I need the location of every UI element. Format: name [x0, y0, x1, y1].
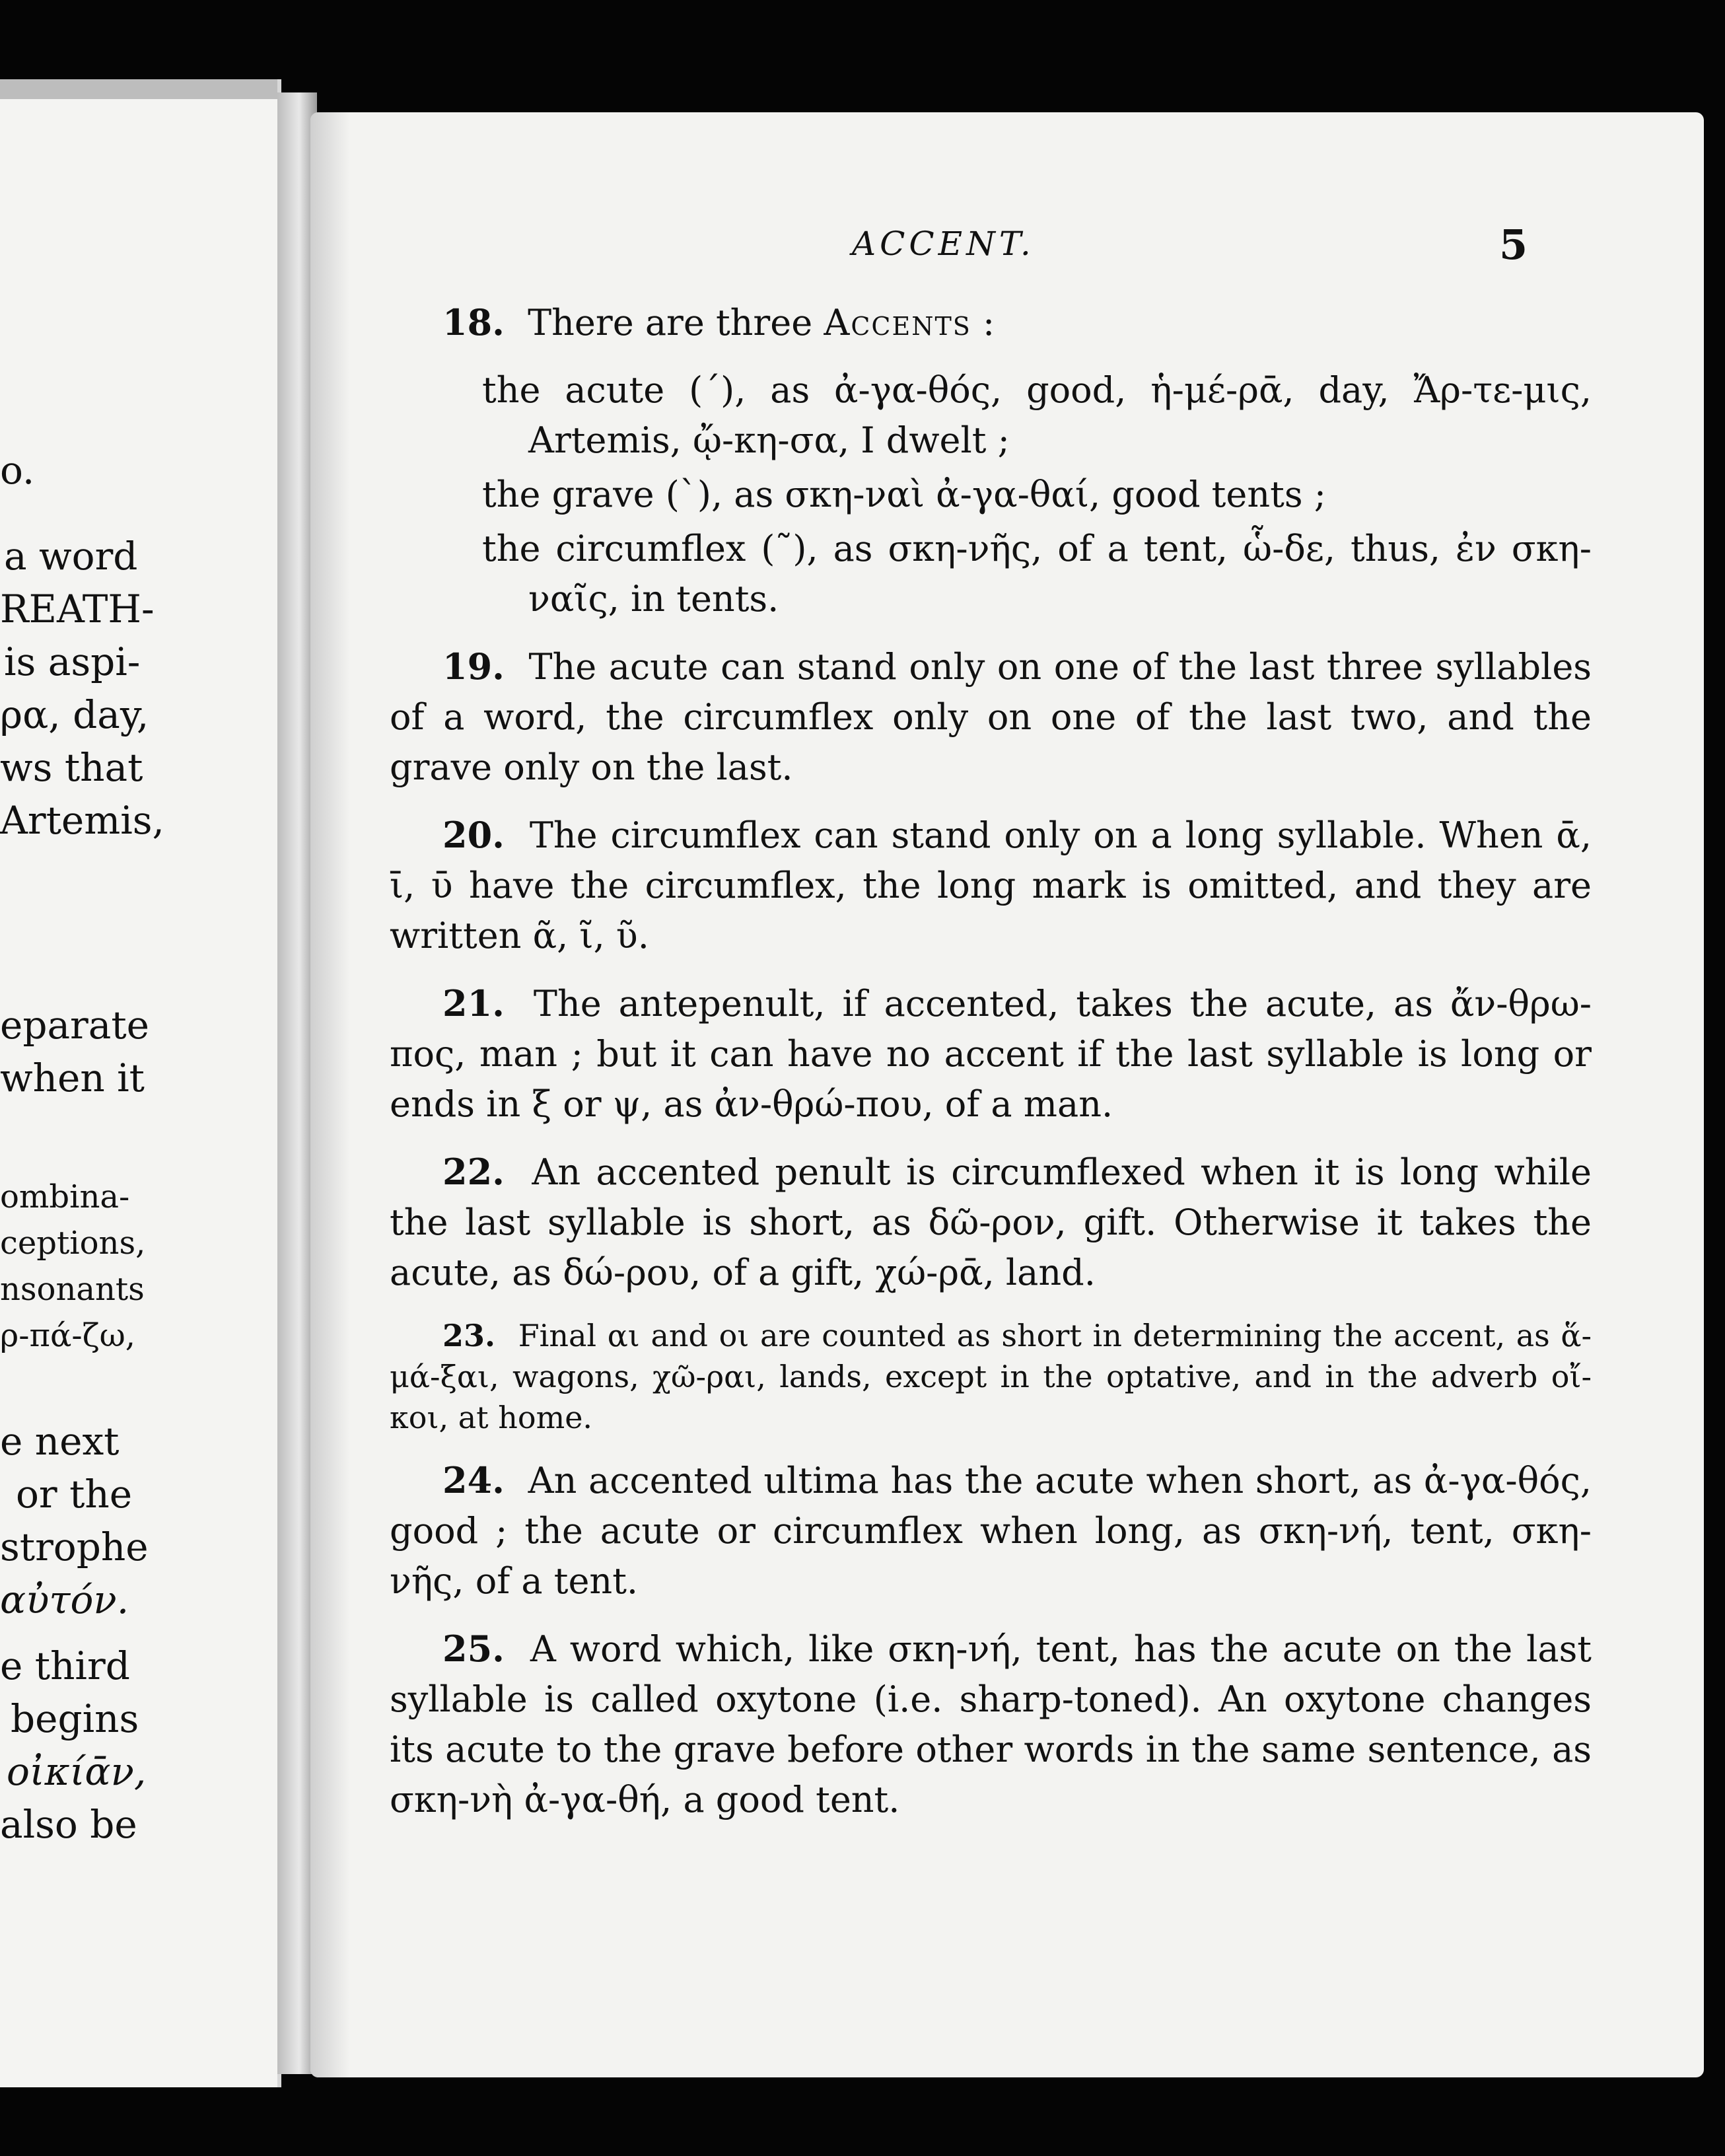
- section-number: 19.: [442, 645, 505, 688]
- left-line: when it: [0, 1056, 145, 1100]
- section-22: [390, 1147, 1592, 1298]
- left-line: strophe: [0, 1525, 149, 1569]
- running-head: ACCENT.: [852, 225, 1035, 263]
- accents-term: Accents: [824, 302, 971, 343]
- section-25: [390, 1624, 1592, 1825]
- circumflex-entry: the circumflex (῀), as σκη-νῆς, of a tent, ὧ-δε, thus, ἐν σκη-ναῖς, in tents.: [482, 528, 1592, 620]
- section-number: 20.: [442, 814, 505, 856]
- left-line: a word: [4, 534, 138, 579]
- page-body: [390, 297, 1592, 1842]
- section-number: 21.: [442, 982, 505, 1024]
- left-line: o.: [0, 448, 35, 493]
- section-19: [390, 641, 1592, 793]
- left-line: e next: [0, 1419, 120, 1464]
- section-18-colon: :: [983, 302, 995, 343]
- section-18-intro: There are three: [528, 302, 813, 343]
- binding-strip: [0, 79, 277, 99]
- section-number: 22.: [442, 1151, 505, 1193]
- left-line: begins: [11, 1696, 139, 1741]
- left-line: e third: [0, 1643, 130, 1688]
- acute-entry: the acute (´), as ἀ-γα-θός, good, ἡ-μέ-ρᾱ, day, Ἄρ-τε-μις, Artemis, ᾤ-κη-σα, I dwelt ;: [482, 369, 1592, 461]
- left-line: eparate: [0, 1003, 149, 1048]
- left-line: REATH-: [0, 587, 155, 631]
- section-text: The antepenult, if accented, takes the acute, as ἄν-θρω-πος, man ; but it can have no accent if the last syllable is long or ends in ξ or ψ, as ἀν-θρώ-που, of a man.: [390, 983, 1592, 1125]
- section-number: 18.: [442, 301, 505, 343]
- grave-entry: the grave (`), as σκη-ναὶ ἀ-γα-θαί, good tents ;: [482, 474, 1326, 515]
- left-line: αὐτόν.: [0, 1577, 129, 1622]
- section-21: [390, 978, 1592, 1130]
- page-header: [310, 221, 1704, 277]
- page-number: 5: [1499, 221, 1528, 269]
- left-line: nsonants: [0, 1271, 145, 1308]
- section-number: 24.: [442, 1459, 505, 1501]
- section-number: 23.: [442, 1318, 496, 1353]
- section-18: [390, 297, 1592, 348]
- facing-page: [0, 79, 281, 2087]
- left-line: is aspi-: [4, 639, 141, 684]
- left-line: also be: [0, 1802, 137, 1847]
- section-text: The acute can stand only on one of the last three syllables of a word, the circumflex only on one of the last two, and the grave only on the last.: [390, 646, 1592, 788]
- section-text: An accented ultima has the acute when short, as ἀ-γα-θός, good ; the acute or circumflex when long, as σκη-νή, tent, σκη-νῆς, of a tent.: [390, 1460, 1592, 1602]
- section-text: An accented penult is circumflexed when it is long while the last syllable is short, as δῶ-ρον, gift. Otherwise it takes the acute, as δώ-ρου, of a gift, χώ-ρᾱ, land.: [390, 1151, 1592, 1293]
- section-number: 25.: [442, 1628, 505, 1670]
- section-text: A word which, like σκη-νή, tent, has the acute on the last syllable is called oxytone (i.e. sharp-toned). An oxytone changes its acute to the grave before other words in the same sentence, as σκη-νὴ ἀ-γα-θή, a good tent.: [390, 1628, 1592, 1820]
- section-text: Final αι and οι are counted as short in determining the accent, as ἅ-μά-ξαι, wagons, χῶ-ραι, lands, except in the optative, and in the adverb οἴ-κοι, at home.: [390, 1318, 1592, 1435]
- left-line: ceptions,: [0, 1225, 146, 1262]
- section-24: [390, 1455, 1592, 1606]
- left-line: Artemis,: [0, 798, 164, 843]
- section-20: [390, 810, 1592, 961]
- left-line: ombina-: [0, 1178, 130, 1215]
- left-line: οἰκίᾱν,: [7, 1749, 147, 1794]
- left-line: or the: [16, 1472, 133, 1517]
- left-line: ws that: [0, 745, 143, 790]
- accent-list: [482, 365, 1592, 624]
- book-page: [310, 112, 1704, 2077]
- left-line: ρ-πά-ζω,: [0, 1317, 136, 1354]
- left-line: ρα, day,: [0, 692, 149, 737]
- section-23: [390, 1315, 1592, 1438]
- section-text: The circumflex can stand only on a long syllable. When ᾱ, ῑ, ῡ have the circumflex, the long mark is omitted, and they are written ᾶ, ῖ, ῦ.: [390, 814, 1592, 956]
